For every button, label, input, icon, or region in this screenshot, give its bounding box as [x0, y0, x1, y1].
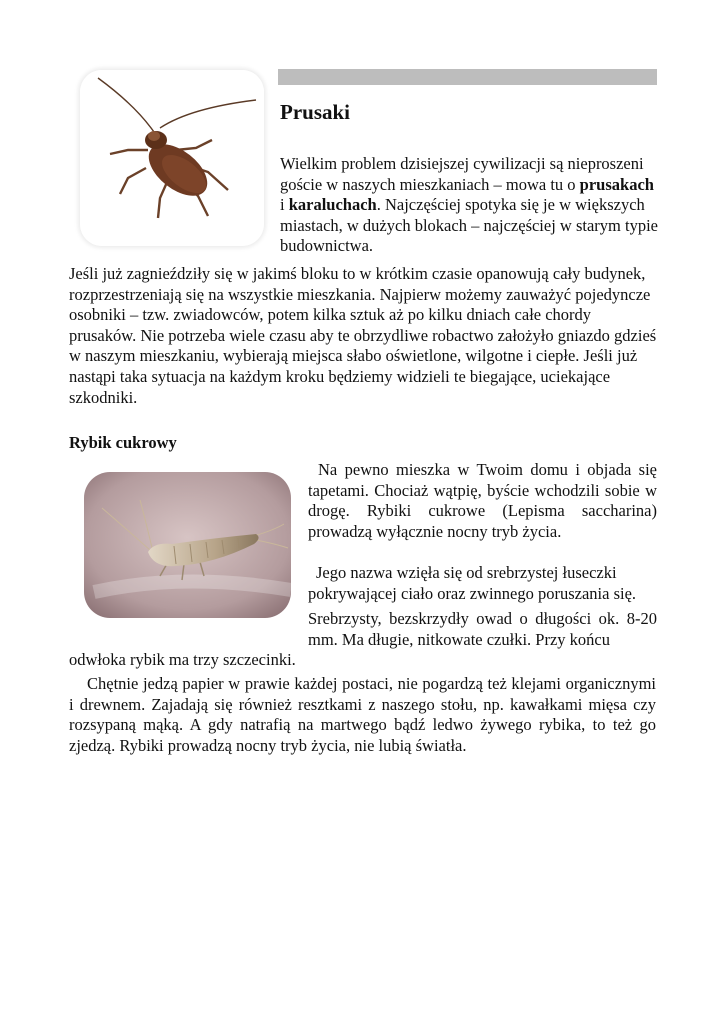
intro-text-end: . Najczęściej spotyka się je w większych miastach, w dużych blokach – najczęściej w starym typie budownictwa. [280, 195, 658, 256]
rybik-paragraph-3-continued: odwłoka rybik ma trzy szczecinki. [69, 650, 296, 669]
intro-bold-prusakach: prusakach [579, 174, 654, 194]
header-bar [278, 69, 657, 85]
rybik-paragraph-3: Srebrzysty, bezskrzydły owad o długości ok. 8-20 mm. Ma długie, nitkowate czułki. Przy końcu [308, 609, 657, 649]
section-title-rybik: Rybik cukrowy [69, 433, 177, 452]
intro-paragraph [280, 154, 658, 257]
silverfish-photo [84, 472, 291, 618]
intro-bold-karaluchach: karaluchach [288, 195, 377, 215]
rybik-paragraph-1: Na pewno mieszka w Twoim domu i objada się tapetami. Chociaż wątpię, byście wchodzili sobie w drogę. Rybiki cukrowe (Lepisma saccharina) prowadzą wyłącznie nocny tryb życia. [308, 460, 657, 541]
rybik-paragraph-2: Jego nazwa wzięła się od srebrzystej łuseczki pokrywającej ciało oraz zwinnego poruszania się. [308, 563, 637, 603]
prusaki-body-paragraph: Jeśli już zagnieździły się w jakimś bloku to w krótkim czasie opanowują cały budynek, rozprzestrzeniają się na wszystkie mieszkania. Najpierw możemy zauważyć pojedyncze osobniki – tzw. zwiadowców, potem kilka sztuk aż po kilku dniach całe chordy prusaków. Nie potrzeba wiele czasu aby te obrzydliwe robactwo założyło gniazdo gdzieś w naszym mieszkaniu, wybierają miejsca słabo oświetlone, wilgotne i ciepłe. Jeśli już nastąpi taka sytuacja na każdym kroku będziemy widzieli te biegające, uciekające szkodniki. [69, 264, 657, 407]
cockroach-photo [80, 70, 264, 246]
rybik-paragraph-4: Chętnie jedzą papier w prawie każdej postaci, nie pogardzą też klejami organicznymi i drewnem. Zajadają się również resztkami z naszego stołu, np. kawałkami mięsa czy rozsypaną mąką. A gdy natrafią na martwego bądź ledwo żywego rybika, to też go zjedzą. Rybiki prowadzą nocny tryb życia, nie lubią światła. [69, 674, 656, 755]
section-title-prusaki: Prusaki [280, 100, 351, 124]
intro-text-mid: i [280, 195, 289, 215]
intro-text-start: Wielkim problem dzisiejszej cywilizacji są nieproszeni goście w naszych mieszkaniach – mowa tu o [280, 154, 644, 194]
